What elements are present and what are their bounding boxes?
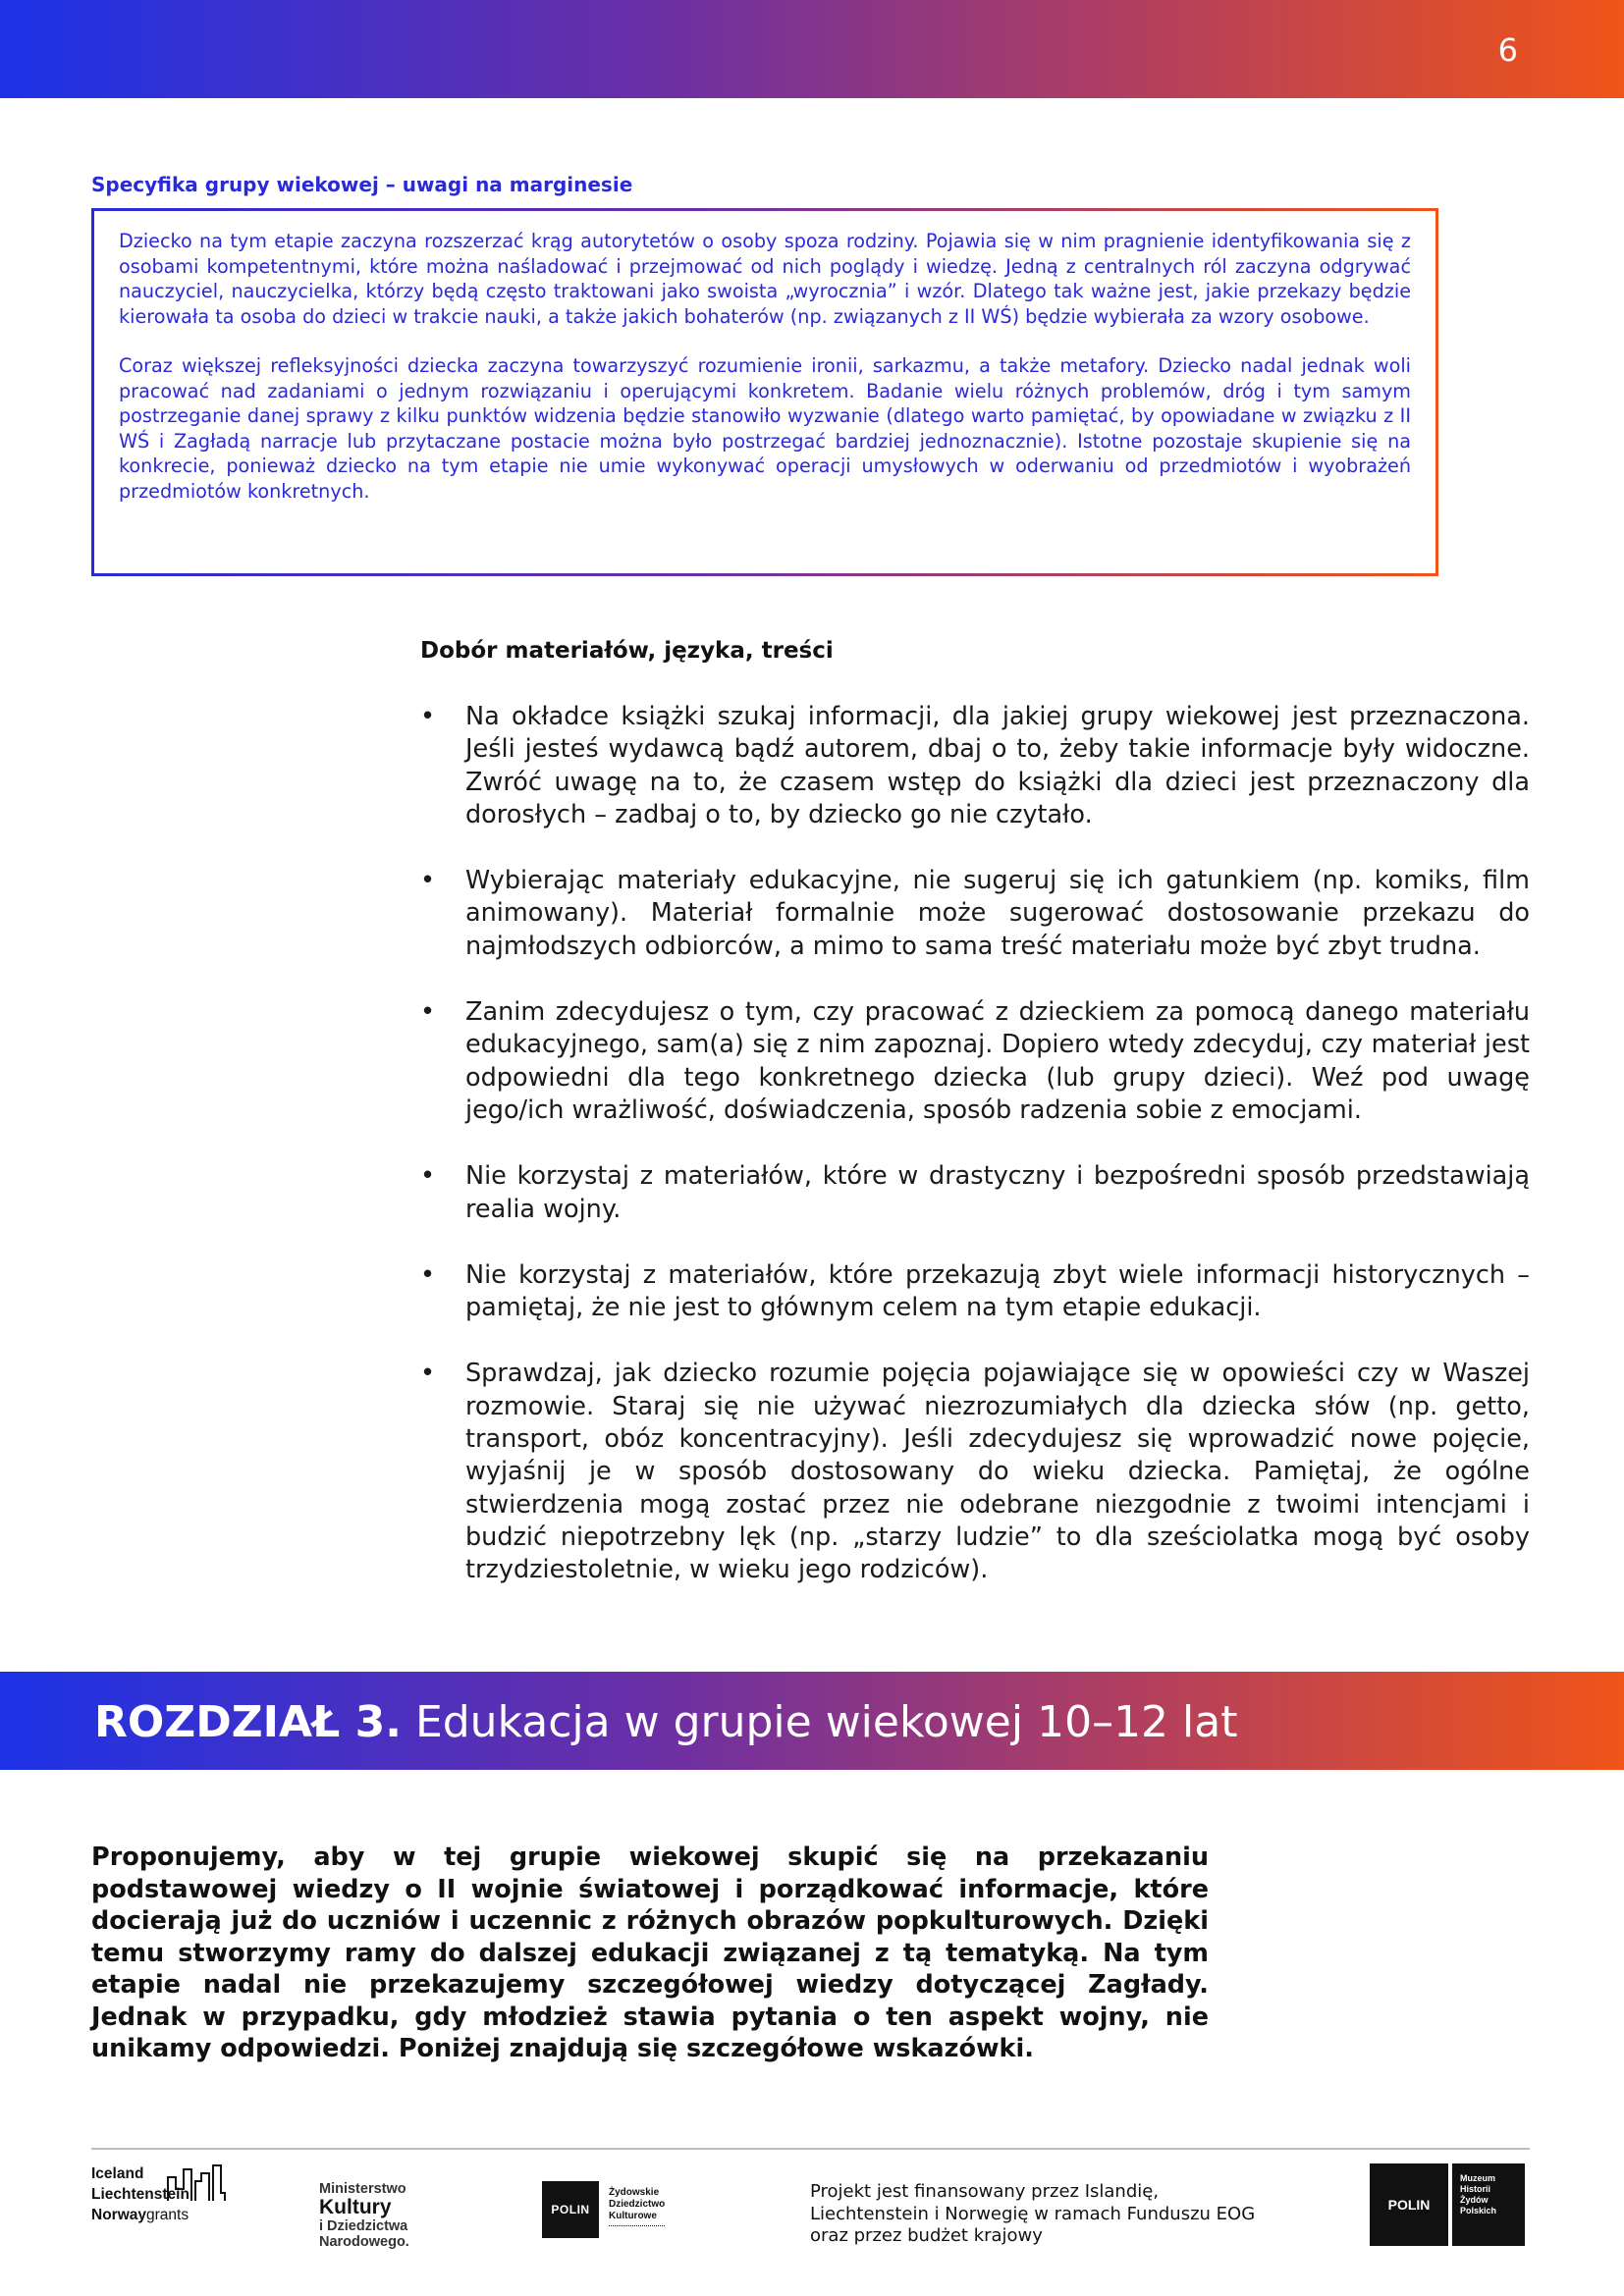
grants-logo-line-3a: Norway [91,2207,146,2223]
bullet-icon: • [420,1359,436,1389]
ministry-logo-line-4: Narodowego. [319,2234,409,2250]
list-item-text: Wybierając materiały edukacyjne, nie sugeruj się ich gatunkiem (np. komiks, film animowany). Materiał formalnie może sugerować dostosowanie przekazu do najmłodszych odbiorców, a mimo to sama treść materiału może być zbyt trudna. [465,866,1530,961]
list-item [420,865,1530,963]
grants-logo-line-3b: grants [146,2207,189,2223]
list-item [420,1358,1530,1586]
bullet-icon: • [420,1259,436,1290]
polin-small-line-2: Dziedzictwo [609,2199,666,2210]
credit-line-1: Projekt jest finansowany przez Islandię, [810,2181,1160,2202]
grants-logo-line-1: Iceland [91,2165,144,2182]
polin-museum-logo [1370,2163,1527,2246]
list-item-text: Zanim zdecydujesz o tym, czy pracować z dzieckiem za pomocą danego materiału edukacyjnego, sam(a) się z nim zapoznaj. Dopiero wtedy zdecyduj, czy materiał jest odpowiedni dla tego konkretnego dziecka (lub grupy dzieci). Weź pod uwagę jego/ich wrażliwość, doświadczenia, sposób radzenia sobie z emocjami. [465,997,1530,1125]
grants-bars-icon [166,2163,227,2203]
margin-notes-paragraph-2: Coraz większej refleksyjności dziecka zaczyna towarzyszyć rozumienie ironii, sarkazmu, a także metafory. Dziecko nadal jednak woli pracować nad zadaniami o jednym rozwiązaniu i operującymi konkretem. Badanie wielu różnych problemów, dróg i tym samym postrzeganie danej sprawy z kilku punktów widzenia będzie stanowiło wyzwanie (dlatego warto pamiętać, by opowiadane w związku z II WŚ i Zagładą narracje lub przytaczane postacie można było postrzegać bardziej jednoznacznie). Istotne pozostaje skupienie się na konkrecie, ponieważ dziecko na tym etapie nie umie wykonywać operacji umysłowych w oderwaniu od przedmiotów i wyobrażeń przedmiotów konkretnych. [119,354,1411,503]
margin-notes-box [91,208,1438,576]
polin-mark-small: POLIN [542,2181,599,2238]
polin-small-line-1: Żydowskie [609,2187,660,2198]
chapter-label: ROZDZIAŁ 3. [94,1697,402,1747]
polin-small-line-3: Kulturowe [609,2211,657,2221]
ministry-culture-logo [319,2181,437,2250]
polin-big-line-1: Muzeum [1460,2173,1495,2183]
polin-big-line-4: Polskich [1460,2206,1497,2216]
list-item-text: Nie korzystaj z materiałów, które przekazują zbyt wiele informacji historycznych – pamiętaj, że nie jest to głównym celem na tym etapie edukacji. [465,1259,1530,1323]
list-item [420,1259,1530,1325]
bullet-icon: • [420,702,436,731]
chapter-banner [0,1672,1624,1770]
list-item-text: Na okładce książki szukaj informacji, dla jakiej grupy wiekowej jest przeznaczona. Jeśli jesteś wydawcą bądź autorem, dbaj o to, żeby takie informacje były widoczne. Zwróć uwagę na to, że czasem wstęp do książki dla dzieci jest przeznaczony dla dorosłych – zadbaj o to, by dziecko go nie czytało. [465,702,1530,829]
bullet-icon: • [420,997,436,1028]
polin-mark-big: POLIN [1370,2163,1448,2246]
page-number: 6 [1497,31,1518,69]
chapter-title-text: Edukacja w grupie wiekowej 10–12 lat [414,1697,1238,1747]
polin-big-line-3: Żydów [1460,2195,1489,2205]
credit-line-2: Liechtenstein i Norwegię w ramach Funduszu EOG [810,2203,1256,2224]
polin-big-line-2: Historii [1460,2184,1491,2194]
top-header-bar [0,0,1624,98]
ministry-logo-line-3: i Dziedzictwa [319,2218,408,2234]
footer-divider [91,2148,1530,2150]
materials-list [420,701,1530,1621]
grants-logo-line-2: Liechtenstein [91,2186,189,2203]
eea-grants-logo [91,2163,229,2246]
polin-heritage-logo [542,2181,689,2240]
funding-credit [810,2181,1281,2248]
list-item-text: Sprawdzaj, jak dziecko rozumie pojęcia pojawiające się w opowieści czy w Waszej rozmowie. Staraj się nie używać niezrozumiałych dla dziecka słów (np. getto, transport, obóz koncentracyjny). Jeśli zdecydujesz się wprowadzić nowe pojęcie, wyjaśnij je w sposób dostosowany do wieku dziecka. Pamiętaj, że ogólne stwierdzenia mogą zostać przez nie odebrane niezgodnie z twoimi intencjami i budzić niepotrzebny lęk (np. „starzy ludzie” to dla sześciolatka mogą być osoby trzydziestoletnie, w wieku jego rodziców). [465,1359,1530,1585]
list-item [420,701,1530,831]
margin-notes-paragraph-1: Dziecko na tym etapie zaczyna rozszerzać krąg autorytetów o osoby spoza rodziny. Pojawia się w nim pragnienie identyfikowania się z osobami kompetentnymi, które można naśladować i przejmować od nich poglądy i wiedzę. Jedną z centralnych ról zaczyna odgrywać nauczyciel, nauczycielka, którzy będą często traktowani jako swoista „wyrocznia” i wzór. Dlatego tak ważne jest, jakie przekazy będzie kierowała ta osoba do dzieci w trakcie nauki, a także jakich bohaterów (np. związanych z II WŚ) będzie wybierała za wzory osobowe. [119,230,1411,328]
chapter-title [94,1697,1237,1747]
list-item [420,1160,1530,1226]
ministry-logo-line-1: Ministerstwo [319,2181,406,2197]
list-item [420,996,1530,1127]
bullet-icon: • [420,866,436,896]
bullet-icon: • [420,1161,436,1192]
credit-line-3: oraz przez budżet krajowy [810,2225,1043,2246]
list-item-text: Nie korzystaj z materiałów, które w drastyczny i bezpośredni sposób przedstawiają realia wojny. [465,1161,1530,1224]
materials-heading: Dobór materiałów, języka, treści [420,638,834,664]
margin-notes-title: Specyfika grupy wiekowej – uwagi na marginesie [91,173,633,196]
ministry-logo-line-2: Kultury [319,2196,392,2218]
chapter-intro: Proponujemy, aby w tej grupie wiekowej skupić się na przekazaniu podstawowej wiedzy o II wojnie światowej i porządkować informacje, które docierają już do uczniów i uczennic z różnych obrazów popkulturowych. Dzięki temu stworzymy ramy do dalszej edukacji związanej z tą tematyką. Na tym etapie nadal nie przekazujemy szczegółowej wiedzy dotyczącej Zagłady. Jednak w przypadku, gdy młodzież stawia pytania o ten aspekt wojny, nie unikamy odpowiedzi. Poniżej znajdują się szczegółowe wskazówki. [91,1842,1209,2063]
